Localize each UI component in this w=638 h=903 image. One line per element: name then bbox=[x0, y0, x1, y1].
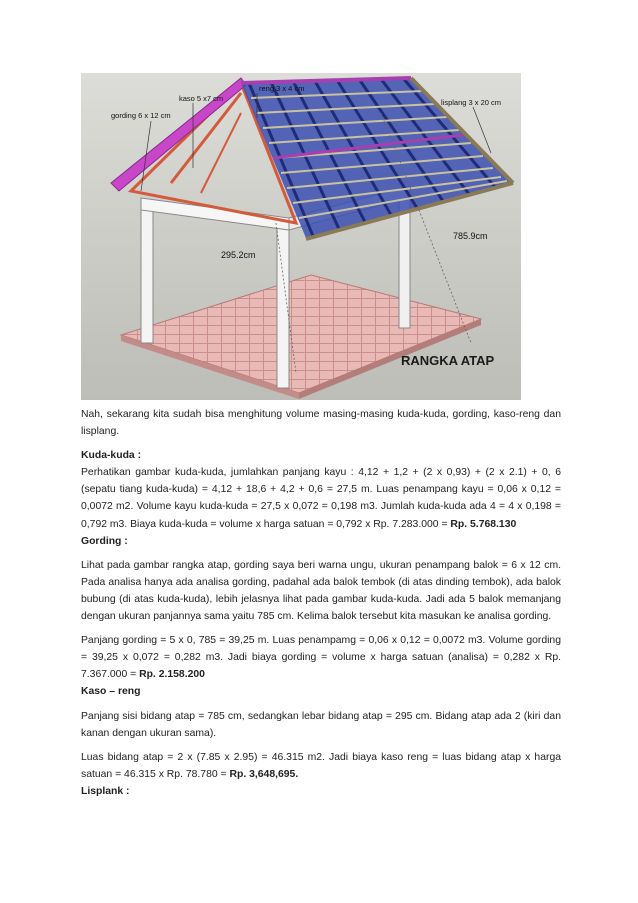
label-gording: gording 6 x 12 cm bbox=[111, 111, 171, 120]
gording-paragraph-1: Lihat pada gambar rangka atap, gording saya beri warna ungu, ukuran penampang balok = 6 x 12 cm. Pada analisa hanya ada analisa gording, padahal ada balok tembok (di atas dinding tembok), ada balok bubung (di atas kuda-kuda), lebih jelasnya lihat pada gambar kuda-kuda. Jadi ada 5 balok memanjang dengan ukuran panjannya sama yaitu 785 cm. Kelima balok tersebut kita masukan ke analisa gording. bbox=[81, 559, 561, 623]
kuda-paragraph: Perhatikan gambar kuda-kuda, jumlahkan panjang kayu : 4,12 + 1,2 + (2 x 0,93) + (2 x 2.1) + 0, 6 (sepatu tiang kuda-kuda) = 4,12 + 18,6 + 4,2 + 0,6 = 27,5 m. Luas penampang kayu = 0,06 x 0,12 = 0,0072 m2. Volume kayu kuda-kuda = 27,5 x 0,072 = 0,198 m3. Jumlah kuda-kuda ada 4 = 4 x 0,198 = 0,792 m3. Biaya kuda-kuda = volume x harga satuan = 0,792 x Rp. 7.283.000 = Rp. 5.768.130 bbox=[81, 467, 561, 530]
kuda-heading: Kuda-kuda : bbox=[81, 450, 142, 462]
label-lisplang: lisplang 3 x 20 cm bbox=[441, 98, 502, 107]
label-height: 295.2cm bbox=[221, 250, 256, 260]
gording-heading: Gording : bbox=[81, 535, 128, 547]
roof-frame-figure bbox=[81, 73, 521, 400]
kaso-heading: Kaso – reng bbox=[81, 686, 141, 698]
kaso-total: Rp. 3,648,695. bbox=[229, 768, 299, 780]
lisplank-heading: Lisplank : bbox=[81, 785, 130, 797]
gording-total: Rp. 2.158.200 bbox=[139, 669, 205, 681]
label-length: 785.9cm bbox=[453, 231, 488, 241]
gording-paragraph-2: Panjang gording = 5 x 0, 785 = 39,25 m. Luas penampamg = 0,06 x 0,12 = 0,0072 m3. Volume gording = 39,25 x 0,072 = 0,282 m3. Jadi biaya gording = volume x harga satuan (analisa) = 0,282 x Rp. 7.367.000 = Rp. 2.158.200 bbox=[81, 635, 561, 681]
kuda-total: Rp. 5.768.130 bbox=[450, 518, 517, 530]
body-text bbox=[81, 406, 561, 800]
roof-frame-illustration bbox=[81, 73, 521, 400]
intro-paragraph: Nah, sekarang kita sudah bisa menghitung volume masing-masing kuda-kuda, gording, kaso-reng dan lisplang. bbox=[81, 409, 561, 438]
label-kaso: kaso 5 x7 cm bbox=[179, 94, 224, 103]
label-reng: reng 3 x 4 cm bbox=[259, 84, 305, 93]
figure-title: RANGKA ATAP bbox=[401, 353, 495, 368]
kaso-paragraph-1: Panjang sisi bidang atap = 785 cm, sedangkan lebar bidang atap = 295 cm. Bidang atap ada 2 (kiri dan kanan dengan ukuran sama). bbox=[81, 710, 561, 739]
kaso-paragraph-2: Luas bidang atap = 2 x (7.85 x 2.95) = 46.315 m2. Jadi biaya kaso reng = luas bidang atap x harga satuan = 46.315 x Rp. 78.780 = Rp. 3,648,695. bbox=[81, 751, 561, 780]
